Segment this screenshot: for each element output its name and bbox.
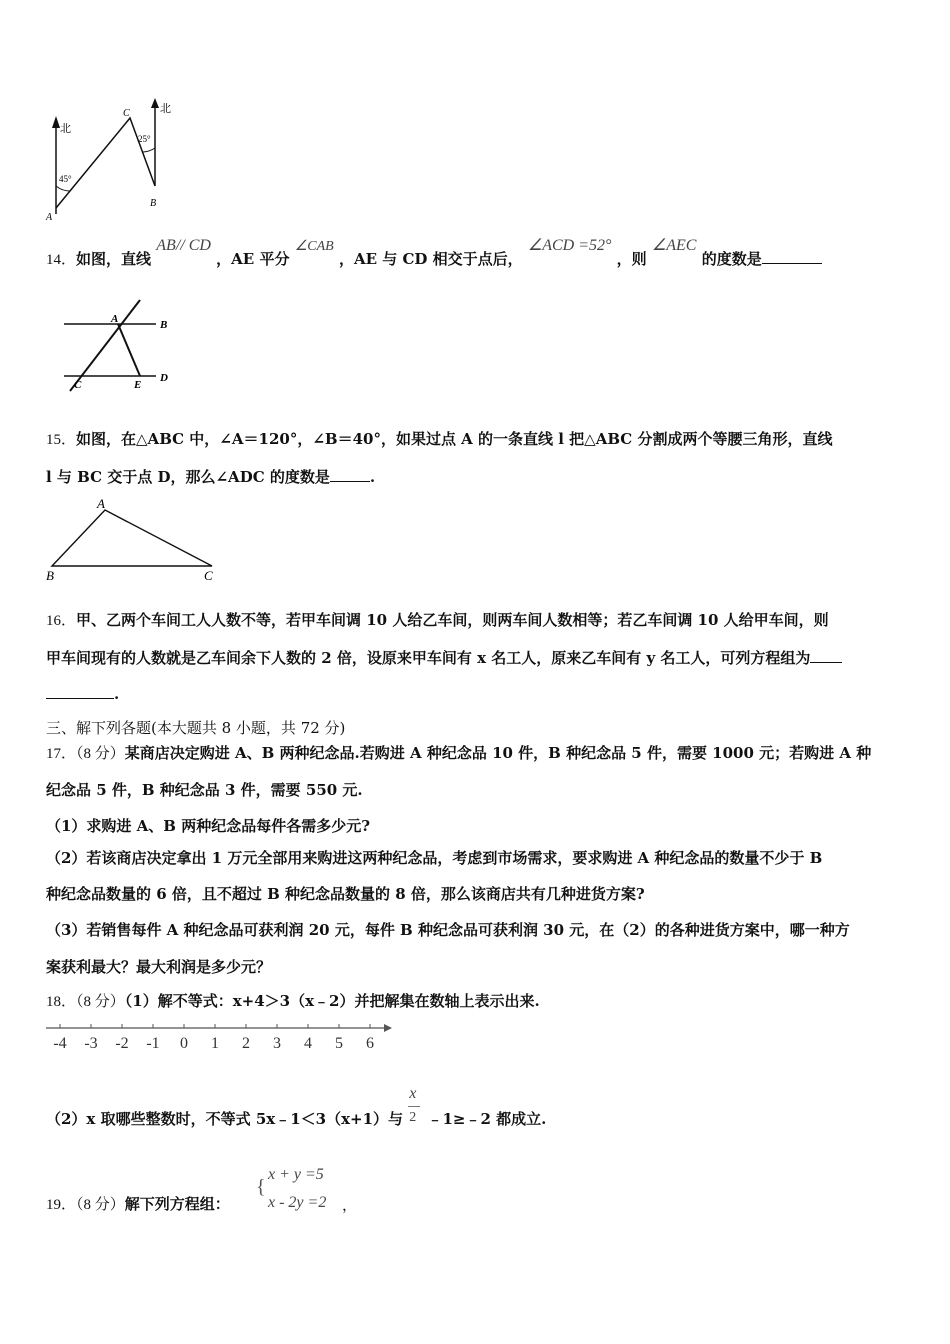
q15-line2 [46,467,375,487]
fig14-label-a: A [111,313,119,325]
q14-answer-blank[interactable] [762,249,822,264]
q17-part1-text: （1）求购进 A、B 两种纪念品每件各需多少元? [46,817,370,835]
q17-part3b [46,957,271,977]
q18-score: （8 分） [76,994,125,1010]
q17-part3a [46,920,850,940]
fig13-north-left: 北 [60,123,71,135]
number-line-label: 6 [366,1035,374,1052]
number-line-label: -2 [115,1035,129,1052]
q14-t1: 如图，直线 [76,250,152,268]
q18-part2a-text: （2）x 取哪些整数时，不等式 5x﹣1＜3（x+1）与 [46,1110,404,1128]
q17-part3a-text: （3）若销售每件 A 种纪念品可获利润 20 元，每件 B 种纪念品可获利润 30 元，在（2）的各种进货方案中，哪一种方 [46,921,850,939]
q18-number: 18． [46,994,77,1010]
q17-part2b [46,884,645,904]
q14-math-2: ∠CAB [294,239,334,254]
q16-number: 16． [46,613,77,629]
q17-line2 [46,780,363,800]
q17-part3b-text: 案获利最大？最大利润是多少元？ [46,958,272,976]
q18-fraction-denominator: 2 [409,1110,417,1125]
q15-number: 15． [46,432,77,448]
q17-score: （8 分） [76,746,125,762]
fig15-label-b: B [46,568,54,583]
fig14-label-e: E [134,379,142,391]
q17-number: 17． [46,746,77,762]
fig15-label-a: A [97,496,105,511]
q14-text [46,237,822,271]
fig13-north-right: 北 [160,103,171,115]
q15-answer-blank[interactable] [330,467,370,482]
q16-line2 [46,648,842,668]
number-line-label: -1 [146,1035,160,1052]
q14-t2: ，AE 平分 [216,250,290,268]
number-line [44,1020,394,1056]
q14-math-1: AB// CD [156,237,211,254]
q17-line1 [46,743,871,764]
number-line-label: 0 [180,1035,188,1052]
number-line-label: -3 [84,1035,98,1052]
q17-part2a-text: （2）若该商店决定拿出 1 万元全部用来购进这两种纪念品，考虑到市场需求，要求购进 A 种纪念品的数量不少于 B [46,849,823,867]
q19-brace: { [256,1176,266,1198]
q18-part2b-text: ﹣1≥﹣2 都成立. [427,1110,547,1128]
q19-tail: ， [342,1196,358,1214]
q14-t4: ，则 [616,250,647,268]
number-line-label: 1 [211,1035,219,1052]
q15-line2-text: l 与 BC 交于点 D，那么∠ADC 的度数是 [46,468,330,486]
q15-line2-end: . [369,468,376,486]
number-line-label: 5 [335,1035,343,1052]
q17-part1 [46,816,370,836]
q16-line3-end: . [114,685,120,703]
q18-part2 [46,1085,547,1130]
fig15-label-c: C [204,568,213,583]
fig14-label-c: C [74,379,82,391]
q14-t5: 的度数是 [701,250,762,268]
q19-text-label: 解下列方程组： [124,1195,230,1213]
q14-math-4: ∠AEC [651,237,697,254]
q19-text [46,1194,230,1215]
figure-parallel-lines [56,296,186,392]
section-3-title [46,718,345,738]
q18-fraction-bar [408,1106,420,1107]
figure-triangle-abc [40,496,220,586]
q19-score: （8 分） [76,1197,125,1213]
fig14-label-b: B [160,319,168,331]
q14-t3: ，AE 与 CD 相交于点后， [338,250,523,268]
number-line-label: 4 [304,1035,312,1052]
q16-answer-blank-2[interactable] [46,684,114,699]
q19-equation-1: x + y =5 [268,1166,324,1183]
fig13-label-b: B [150,198,157,209]
q18-part1 [46,991,540,1012]
q16-line3 [46,684,119,704]
q16-line1-text: 甲、乙两个车间工人人数不等，若甲车间调 10 人给乙车间，则两车间人数相等；若乙车间调 10 人给甲车间，则 [76,611,829,629]
number-line-label: 3 [273,1035,281,1052]
q17-line2-text: 纪念品 5 件，B 种纪念品 3 件，需要 550 元. [46,781,363,799]
q14-number: 14． [46,252,77,268]
number-line-label: -4 [53,1035,67,1052]
q18-fraction-numerator: x [409,1085,417,1102]
q14-math-3: ∠ACD =52° [527,237,612,254]
fig13-label-a: A [46,212,53,222]
q17-part2a [46,848,822,868]
fig13-angle-a: 45° [59,174,72,184]
q18-part1-text: （1）解不等式：x+4＞3（x﹣2）并把解集在数轴上表示出来. [124,992,540,1010]
figure-bearing-diagram [40,96,180,222]
fig13-angle-b: 25° [138,134,151,144]
q19-equation-2: x - 2y =2 [268,1194,327,1211]
q19-equation-system [256,1166,366,1218]
q17-part2b-text: 种纪念品数量的 6 倍，且不超过 B 种纪念品数量的 8 倍，那么该商店共有几种进货方案? [46,885,645,903]
q17-line1-text: 某商店决定购进 A、B 两种纪念品.若购进 A 种纪念品 10 件，B 种纪念品 5 件，需要 1000 元；若购进 A 种 [124,744,872,762]
q16-line1 [46,610,829,631]
q15-line1 [46,429,832,450]
number-line-label: 2 [242,1035,250,1052]
q16-line2-text: 甲车间现有的人数就是乙车间余下人数的 2 倍，设原来甲车间有 x 名工人，原来乙车间有 y 名工人，可列方程组为 [46,649,811,667]
q19-number: 19． [46,1197,77,1213]
q16-answer-blank-1[interactable] [810,648,842,663]
q18-fraction [408,1085,422,1130]
fig13-label-c: C [123,108,130,119]
fig14-label-d: D [160,372,168,384]
section-3-title-text: 三、解下列各题(本大题共 8 小题，共 72 分) [46,719,346,737]
q15-line1-text: 如图，在△ABC 中，∠A＝120°，∠B＝40°，如果过点 A 的一条直线 l 把△ABC 分割成两个等腰三角形，直线 [76,430,833,448]
